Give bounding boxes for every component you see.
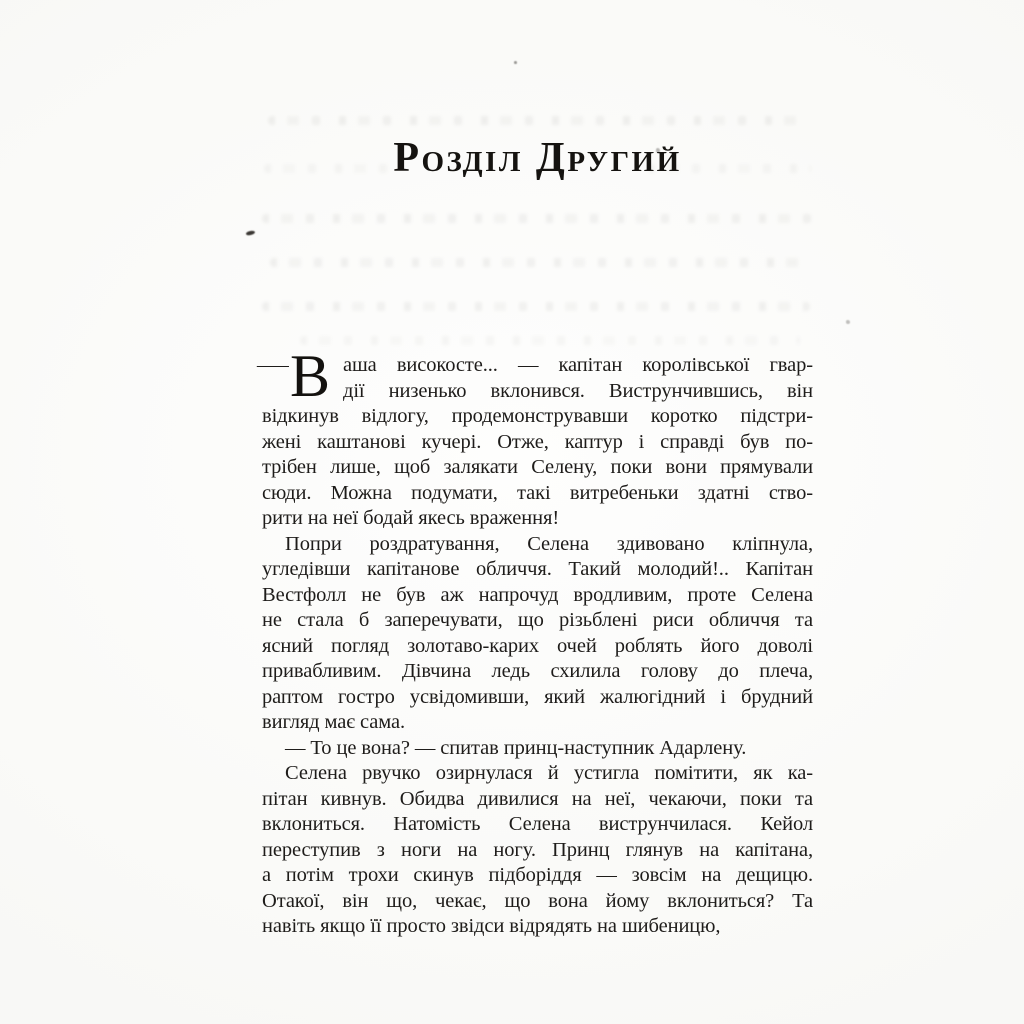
dropcap-box [257, 343, 343, 409]
dialogue-dash: — [257, 354, 289, 376]
text-line: дії низенько вклонився. Виструнчившись, він [343, 379, 813, 402]
text-line: рити на неї бодай якесь враження! [262, 507, 560, 529]
text-line: відкинув відлогу, продемонструвавши коротко підстри- [262, 405, 813, 427]
text-line: сюди. Можна подумати, такі витребеньки здатні ство- [262, 481, 813, 504]
bleed-through-line [300, 336, 800, 345]
text-line: навіть якщо її просто звідси відрядять на шибеницю, [262, 915, 721, 937]
paragraph [262, 532, 813, 736]
paragraph [262, 736, 813, 762]
chapter-title: Розділ Другий [393, 135, 682, 181]
bleed-through-line [262, 302, 810, 311]
text-line: Попри роздратування, Селена здивовано кліпнула, [285, 532, 813, 555]
text-line: — То це вона? — спитав принц-наступник Адарлену. [285, 736, 747, 759]
scan-speck [246, 230, 256, 236]
text-line: переступив з ноги на ногу. Принц глянув на капітана, [262, 838, 813, 861]
text-line: привабливим. Дівчина ледь схилила голову до плеча, [262, 660, 813, 682]
text-block [257, 343, 813, 940]
scan-speck [846, 320, 850, 324]
text-line: вигляд має сама. [262, 711, 405, 733]
text-line: угледівши капітанове обличчя. Такий молодий!.. Капітан [262, 558, 813, 580]
text-line: а потім трохи скинув підборіддя — зовсім на дещицю. [262, 864, 813, 886]
text-line: трібен лише, щоб залякати Селену, поки вони прямували [262, 456, 813, 478]
paragraph [262, 761, 813, 940]
scan-speck [514, 61, 517, 64]
text-line: Вестфолл не був аж напрочуд вродливим, проте Селена [262, 583, 813, 606]
text-line: ясний погляд золотаво-карих очей роблять його доволі [262, 634, 813, 657]
text-line: Отакої, він що, чекає, що вона йому вклониться? Та [262, 889, 813, 912]
text-line: жені каштанові кучері. Отже, каптур і справді був по- [262, 430, 813, 453]
text-line: Селена рвучко озирнулася й устигла помітити, як ка- [285, 762, 813, 784]
text-line: пітан кивнув. Обидва дивилися на неї, чекаючи, поки та [262, 787, 813, 810]
text-line: не стала б заперечувати, що різьблені риси обличчя та [262, 609, 813, 631]
bleed-through-line [268, 116, 808, 125]
bleed-through-line [270, 258, 810, 267]
dropcap-letter: В [290, 343, 330, 409]
text-line: раптом гостро усвідомивши, який жалюгідний і брудний [262, 685, 813, 708]
paragraph-dropcap [257, 343, 813, 532]
text-line: вклониться. Натомість Селена виструнчилася. Кейол [262, 813, 813, 835]
text-line: аша високосте... — капітан королівської гвар- [343, 354, 813, 376]
bleed-through-line [262, 214, 812, 223]
